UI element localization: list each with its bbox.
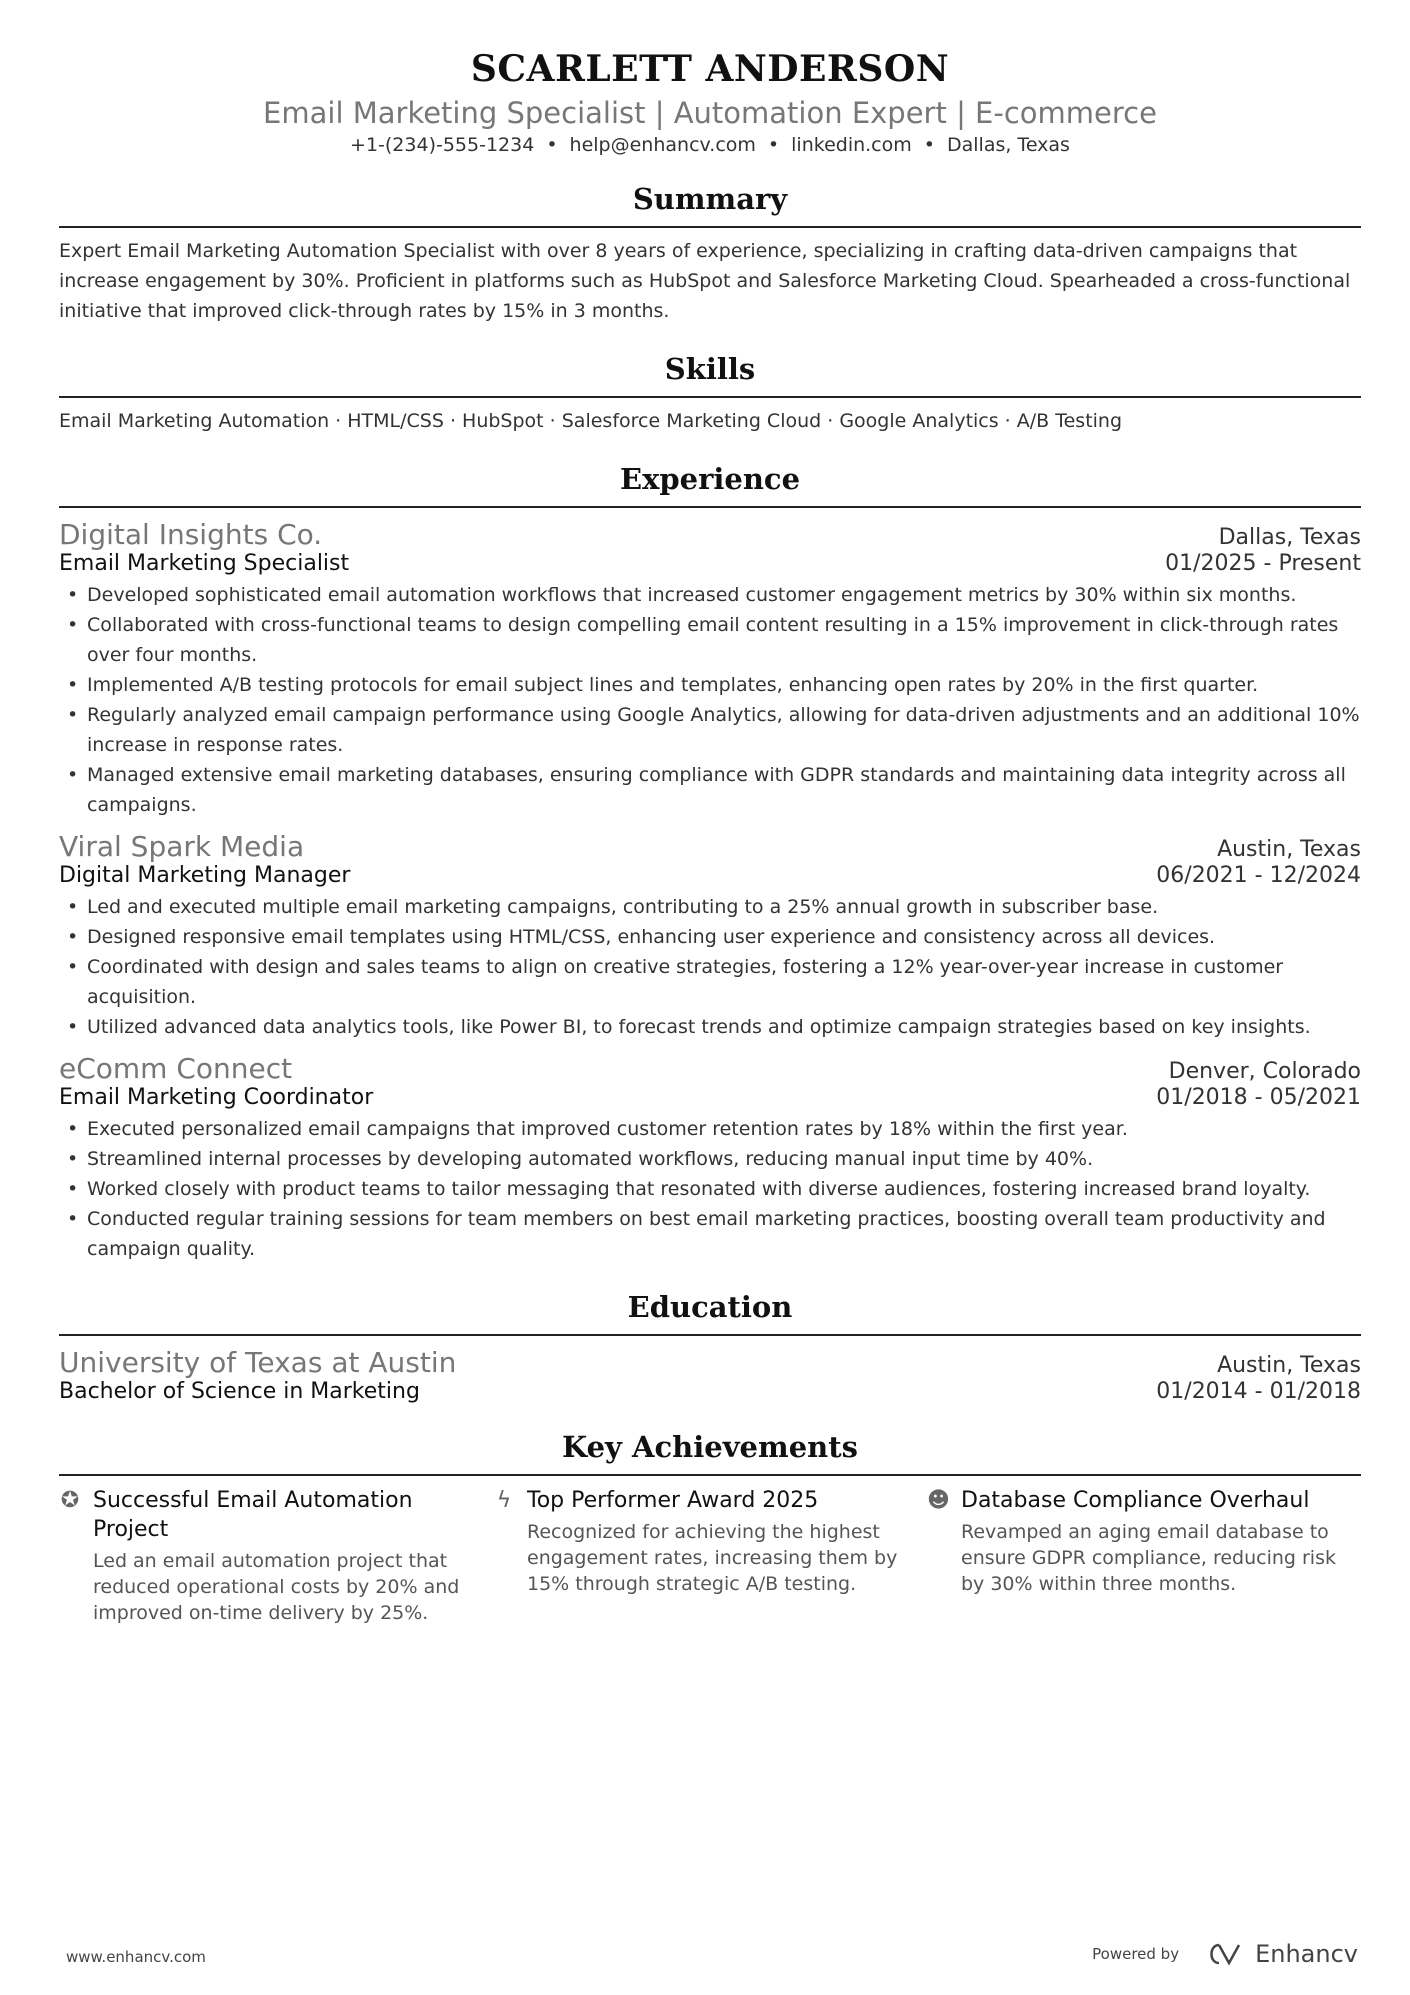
location: Dallas, Texas <box>946 134 1070 156</box>
education-location: Austin, Texas <box>1217 1353 1361 1378</box>
job-bullet: • Streamlined internal processes by developing automated workflows, reducing manual input time by 40%. <box>59 1144 1361 1174</box>
contact-info: +1-(234)-555-1234 • help@enhancv.com • linkedin.com • Dallas, Texas <box>350 134 1070 156</box>
job-bullet: • Coordinated with design and sales teams to align on creative strategies, fostering a 12% year-over-year increase in customer acquisition. <box>59 952 1361 1012</box>
school: University of Texas at Austin <box>59 1346 457 1379</box>
job-entry <box>59 518 1361 820</box>
powered-by: Powered by <box>1092 1945 1180 1963</box>
job-bullet: • Worked closely with product teams to tailor messaging that resonated with diverse audiences, fostering increased brand loyalty. <box>59 1174 1361 1204</box>
job-location: Dallas, Texas <box>1218 525 1361 550</box>
enhancv-logo[interactable]: Enhancv <box>1205 1940 1358 1968</box>
job-entry <box>59 1052 1361 1264</box>
skills-text: Email Marketing Automation · HTML/CSS · HubSpot · Salesforce Marketing Cloud · Google Analytics · A/B Testing <box>59 410 1123 432</box>
achievement-desc: Revamped an aging email database to ensure GDPR compliance, reducing risk by 30% within three months. <box>961 1521 1336 1595</box>
job-bullet: • Conducted regular training sessions for team members on best email marketing practices, boosting overall team productivity and campaign quality. <box>59 1204 1361 1264</box>
email[interactable]: help@enhancv.com <box>569 134 756 156</box>
footer-website[interactable]: www.enhancv.com <box>66 1948 206 1966</box>
job-location: Austin, Texas <box>1217 837 1361 862</box>
achievement-item <box>493 1486 927 1626</box>
job-bullet: • Collaborated with cross-functional teams to design compelling email content resulting in a 15% improvement in click-through rates over four months. <box>59 610 1361 670</box>
job-location: Denver, Colorado <box>1168 1059 1361 1084</box>
job-entry <box>59 830 1361 1042</box>
experience-section <box>59 462 1361 1264</box>
section-title: Key Achievements <box>59 1430 1361 1476</box>
education-dates: 01/2014 - 01/2018 <box>1156 1379 1361 1404</box>
job-bullet: • Regularly analyzed email campaign performance using Google Analytics, allowing for data-driven adjustments and an additional 10% increase in response rates. <box>59 700 1361 760</box>
phone: +1-(234)-555-1234 <box>350 134 535 156</box>
head-icon: ☻ <box>927 1488 950 1513</box>
job-bullet: • Designed responsive email templates using HTML/CSS, enhancing user experience and consistency across all devices. <box>59 922 1361 952</box>
achievement-item <box>59 1486 493 1626</box>
achievement-title: Database Compliance Overhaul <box>961 1488 1310 1513</box>
job-dates: 06/2021 - 12/2024 <box>1156 863 1361 888</box>
job-bullet: • Developed sophisticated email automation workflows that increased customer engagement metrics by 30% within six months. <box>59 580 1361 610</box>
skills-section <box>59 352 1361 436</box>
summary-section <box>59 182 1361 326</box>
candidate-name: SCARLETT ANDERSON <box>470 48 950 90</box>
job-bullets <box>59 892 1361 1042</box>
achievement-desc: Recognized for achieving the highest engagement rates, increasing them by 15% through strategic A/B testing. <box>527 1521 898 1595</box>
company-name: Digital Insights Co. <box>59 518 323 551</box>
degree: Bachelor of Science in Marketing <box>59 1379 420 1404</box>
job-bullet: • Executed personalized email campaigns that improved customer retention rates by 18% within the first year. <box>59 1114 1361 1144</box>
job-title: Digital Marketing Manager <box>59 863 351 888</box>
job-bullet: • Led and executed multiple email marketing campaigns, contributing to a 25% annual growth in subscriber base. <box>59 892 1361 922</box>
job-dates: 01/2018 - 05/2021 <box>1156 1085 1361 1110</box>
section-title: Experience <box>59 462 1361 508</box>
linkedin[interactable]: linkedin.com <box>791 134 912 156</box>
job-bullets <box>59 1114 1361 1264</box>
company-name: Viral Spark Media <box>59 830 305 863</box>
section-title: Summary <box>59 182 1361 228</box>
headline: Email Marketing Specialist | Automation Expert | E-commerce <box>263 96 1157 130</box>
education-section <box>59 1290 1361 1404</box>
enhancv-logo-icon <box>1205 1942 1245 1966</box>
job-title: Email Marketing Coordinator <box>59 1085 374 1110</box>
job-bullet: • Utilized advanced data analytics tools, like Power BI, to forecast trends and optimize campaign strategies based on key insights. <box>59 1012 1361 1042</box>
job-bullet: • Managed extensive email marketing databases, ensuring compliance with GDPR standards and maintaining data integrity across all campaigns. <box>59 760 1361 820</box>
achievement-item <box>927 1486 1361 1626</box>
summary-text: Expert Email Marketing Automation Specialist with over 8 years of experience, specializing in crafting data-driven campaigns that increase engagement by 30%. Proficient in platforms such as HubSpot and Salesforce Marketing Cloud. Spearheaded a cross-functional initiative that improved click-through rates by 15% in 3 months. <box>59 240 1351 322</box>
section-title: Skills <box>59 352 1361 398</box>
job-title: Email Marketing Specialist <box>59 551 350 576</box>
achievement-title: Top Performer Award 2025 <box>527 1488 819 1513</box>
company-name: eComm Connect <box>59 1052 293 1085</box>
resume <box>59 0 1361 1626</box>
achievements-section <box>59 1430 1361 1626</box>
achievement-title: Successful Email Automation Project <box>93 1488 413 1542</box>
lightning-icon: ϟ <box>496 1488 512 1513</box>
award-icon: ✪ <box>60 1488 80 1513</box>
footer-branding <box>1092 1940 1358 1968</box>
achievement-desc: Led an email automation project that reduced operational costs by 20% and improved on-time delivery by 25%. <box>93 1550 460 1624</box>
job-dates: 01/2025 - Present <box>1165 551 1361 576</box>
job-bullets <box>59 580 1361 820</box>
section-title: Education <box>59 1290 1361 1336</box>
job-bullet: • Implemented A/B testing protocols for email subject lines and templates, enhancing open rates by 20% in the first quarter. <box>59 670 1361 700</box>
